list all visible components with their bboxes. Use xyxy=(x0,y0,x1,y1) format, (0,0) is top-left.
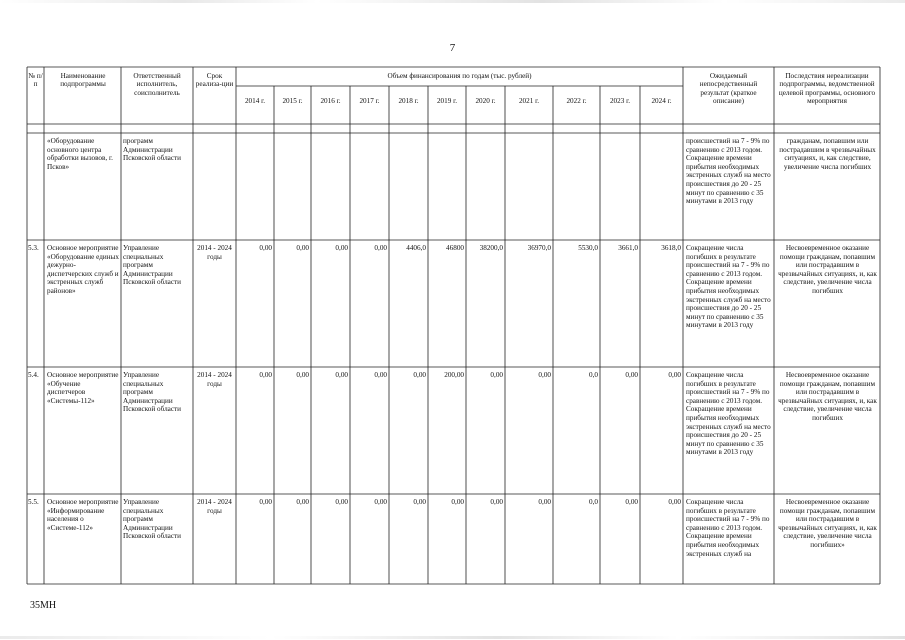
footer-code: 35МН xyxy=(30,600,57,611)
row-number: 5.4. xyxy=(28,371,39,379)
row-name: Основное мероприятие «Обучение диспетчеров «Системы-112» xyxy=(47,371,119,405)
row-value-cell: 0,00 xyxy=(259,371,272,379)
row-number: 5.5. xyxy=(28,498,39,506)
row-value-cell: 0,00 xyxy=(259,498,272,506)
row-name: «Оборудование основного центра обработки вызовов, г. Псков» xyxy=(47,137,113,171)
row-value-cell: 0,00 xyxy=(374,371,387,379)
row-value-cell: 0,00 xyxy=(374,498,387,506)
row-value-cell: 0,00 xyxy=(296,244,309,252)
year-header: 2022 г. xyxy=(566,97,587,105)
row-term: 2014 - 2024 годы xyxy=(197,498,232,515)
col-header-number: № п/п xyxy=(28,72,43,89)
row-value-cell: 0,00 xyxy=(413,371,426,379)
row-consequences: Несвоевременное оказание помощи гражданам, попавшим или пострадавшим в чрезвычайных ситуациях, и, как следствие, увеличение числа погибших xyxy=(778,371,877,422)
row-value-cell: 0,00 xyxy=(625,498,638,506)
row-responsible: Управление специальных программ Администрации Псковской области xyxy=(123,498,182,541)
row-value-cell: 0,00 xyxy=(296,371,309,379)
row-value-cell: 0,00 xyxy=(538,371,551,379)
row-value-cell: 0,00 xyxy=(668,371,681,379)
row-value-cell: 0,00 xyxy=(451,498,464,506)
row-value-cell: 3618,0 xyxy=(661,244,681,252)
row-value-cell: 0,00 xyxy=(490,498,503,506)
row-expected-result: Сокращение числа погибших в результате происшествий на 7 - 9% по сравнению с 2013 годом. Сокращение времени прибытия необходимых экстренных служб на место происшествия до 20 - 25 минут по сравнению с 35 минутами в 2013 году xyxy=(686,244,771,330)
year-header: 2014 г. xyxy=(244,97,266,105)
col-header-funding: Объем финансирования по годам (тыс. рублей) xyxy=(387,72,532,80)
row-expected-result: происшествий на 7 - 9% по сравнению с 2013 годом. Сокращение времени прибытия необходимых экстренных служб на место происшествия до 20 - 25 минут по сравнению с 35 минутами в 2013 году xyxy=(686,137,771,206)
row-responsible: программ Администрации Псковской области xyxy=(123,137,182,163)
row-responsible: Управление специальных программ Администрации Псковской области xyxy=(123,244,182,287)
row-value-cell: 46800 xyxy=(446,244,464,252)
row-value-cell: 38200,0 xyxy=(479,244,503,252)
year-header: 2023 г. xyxy=(609,97,631,105)
row-name: Основное мероприятие «Информирование населения о «Системе-112» xyxy=(47,498,119,532)
year-header: 2016 г. xyxy=(320,97,341,105)
row-value-cell: 200,00 xyxy=(444,371,464,379)
row-value-cell: 0,00 xyxy=(490,371,503,379)
row-value-cell: 0,00 xyxy=(668,498,681,506)
row-name: Основное мероприятие «Оборудование единых дежурно-диспетчерских служб и экстренных служб районов» xyxy=(47,244,119,295)
row-expected-result: Сокращение числа погибших в результате происшествий на 7 - 9% по сравнению с 2013 годом. Сокращение времени прибытия необходимых экстренных служб на xyxy=(686,498,770,558)
row-value-cell: 0,00 xyxy=(259,244,272,252)
row-value-cell: 0,00 xyxy=(335,498,348,506)
year-header: 2017 г. xyxy=(359,97,380,105)
row-number: 5.3. xyxy=(28,244,39,252)
row-value-cell: 0,0 xyxy=(589,498,598,506)
row-value-cell: 0,00 xyxy=(625,371,638,379)
row-value-cell: 0,00 xyxy=(374,244,387,252)
col-header-responsible: Ответственный исполнитель, соисполнитель xyxy=(133,72,181,97)
row-consequences: Несвоевременное оказание помощи гражданам, попавшим или пострадавшим в чрезвычайных ситуациях, и, как следствие, увеличение числа погибших» xyxy=(778,498,877,549)
col-header-term: Срок реализа-ции xyxy=(195,72,234,89)
row-term: 2014 - 2024 годы xyxy=(197,244,232,261)
row-value-cell: 4406,0 xyxy=(406,244,426,252)
row-value-cell: 0,00 xyxy=(413,498,426,506)
year-header: 2021 г. xyxy=(518,97,540,105)
row-term: 2014 - 2024 годы xyxy=(197,371,232,388)
row-responsible: Управление специальных программ Администрации Псковской области xyxy=(123,371,182,414)
row-value-cell: 5530,0 xyxy=(578,244,598,252)
year-header: 2019 г. xyxy=(436,97,458,105)
row-consequences: Несвоевременное оказание помощи гражданам, попавшим или пострадавшим в чрезвычайных ситуациях, и, как следствие, увеличение числа погибших xyxy=(778,244,877,295)
page-number: 7 xyxy=(449,42,456,54)
row-consequences: гражданам, попавшим или пострадавшим в чрезвычайных ситуациях, и, как следствие, увеличение числа погибших xyxy=(779,137,876,171)
year-header: 2018 г. xyxy=(398,97,419,105)
row-value-cell: 0,00 xyxy=(335,244,348,252)
year-header: 2015 г. xyxy=(282,97,303,105)
col-header-consequences: Последствия нереализации подпрограммы, ведомственной целевой программы, основного мероприятия xyxy=(778,72,876,106)
year-header: 2020 г. xyxy=(475,97,496,105)
row-value-cell: 0,00 xyxy=(335,371,348,379)
col-header-expected-result: Ожидаемый непосредственный результат (краткое описание) xyxy=(699,72,758,106)
col-header-name: Наименование подпрограммы xyxy=(60,72,106,89)
row-value-cell: 0,0 xyxy=(589,371,598,379)
row-expected-result: Сокращение числа погибших в результате происшествий на 7 - 9% по сравнению с 2013 годом. Сокращение времени прибытия необходимых экстренных служб на место происшествия до 20 - 25 минут по сравнению с 35 минутами в 2013 году xyxy=(686,371,771,457)
year-header: 2024 г. xyxy=(651,97,672,105)
row-value-cell: 0,00 xyxy=(296,498,309,506)
row-value-cell: 3661,0 xyxy=(618,244,638,252)
row-value-cell: 36970,0 xyxy=(527,244,551,252)
row-value-cell: 0,00 xyxy=(538,498,551,506)
